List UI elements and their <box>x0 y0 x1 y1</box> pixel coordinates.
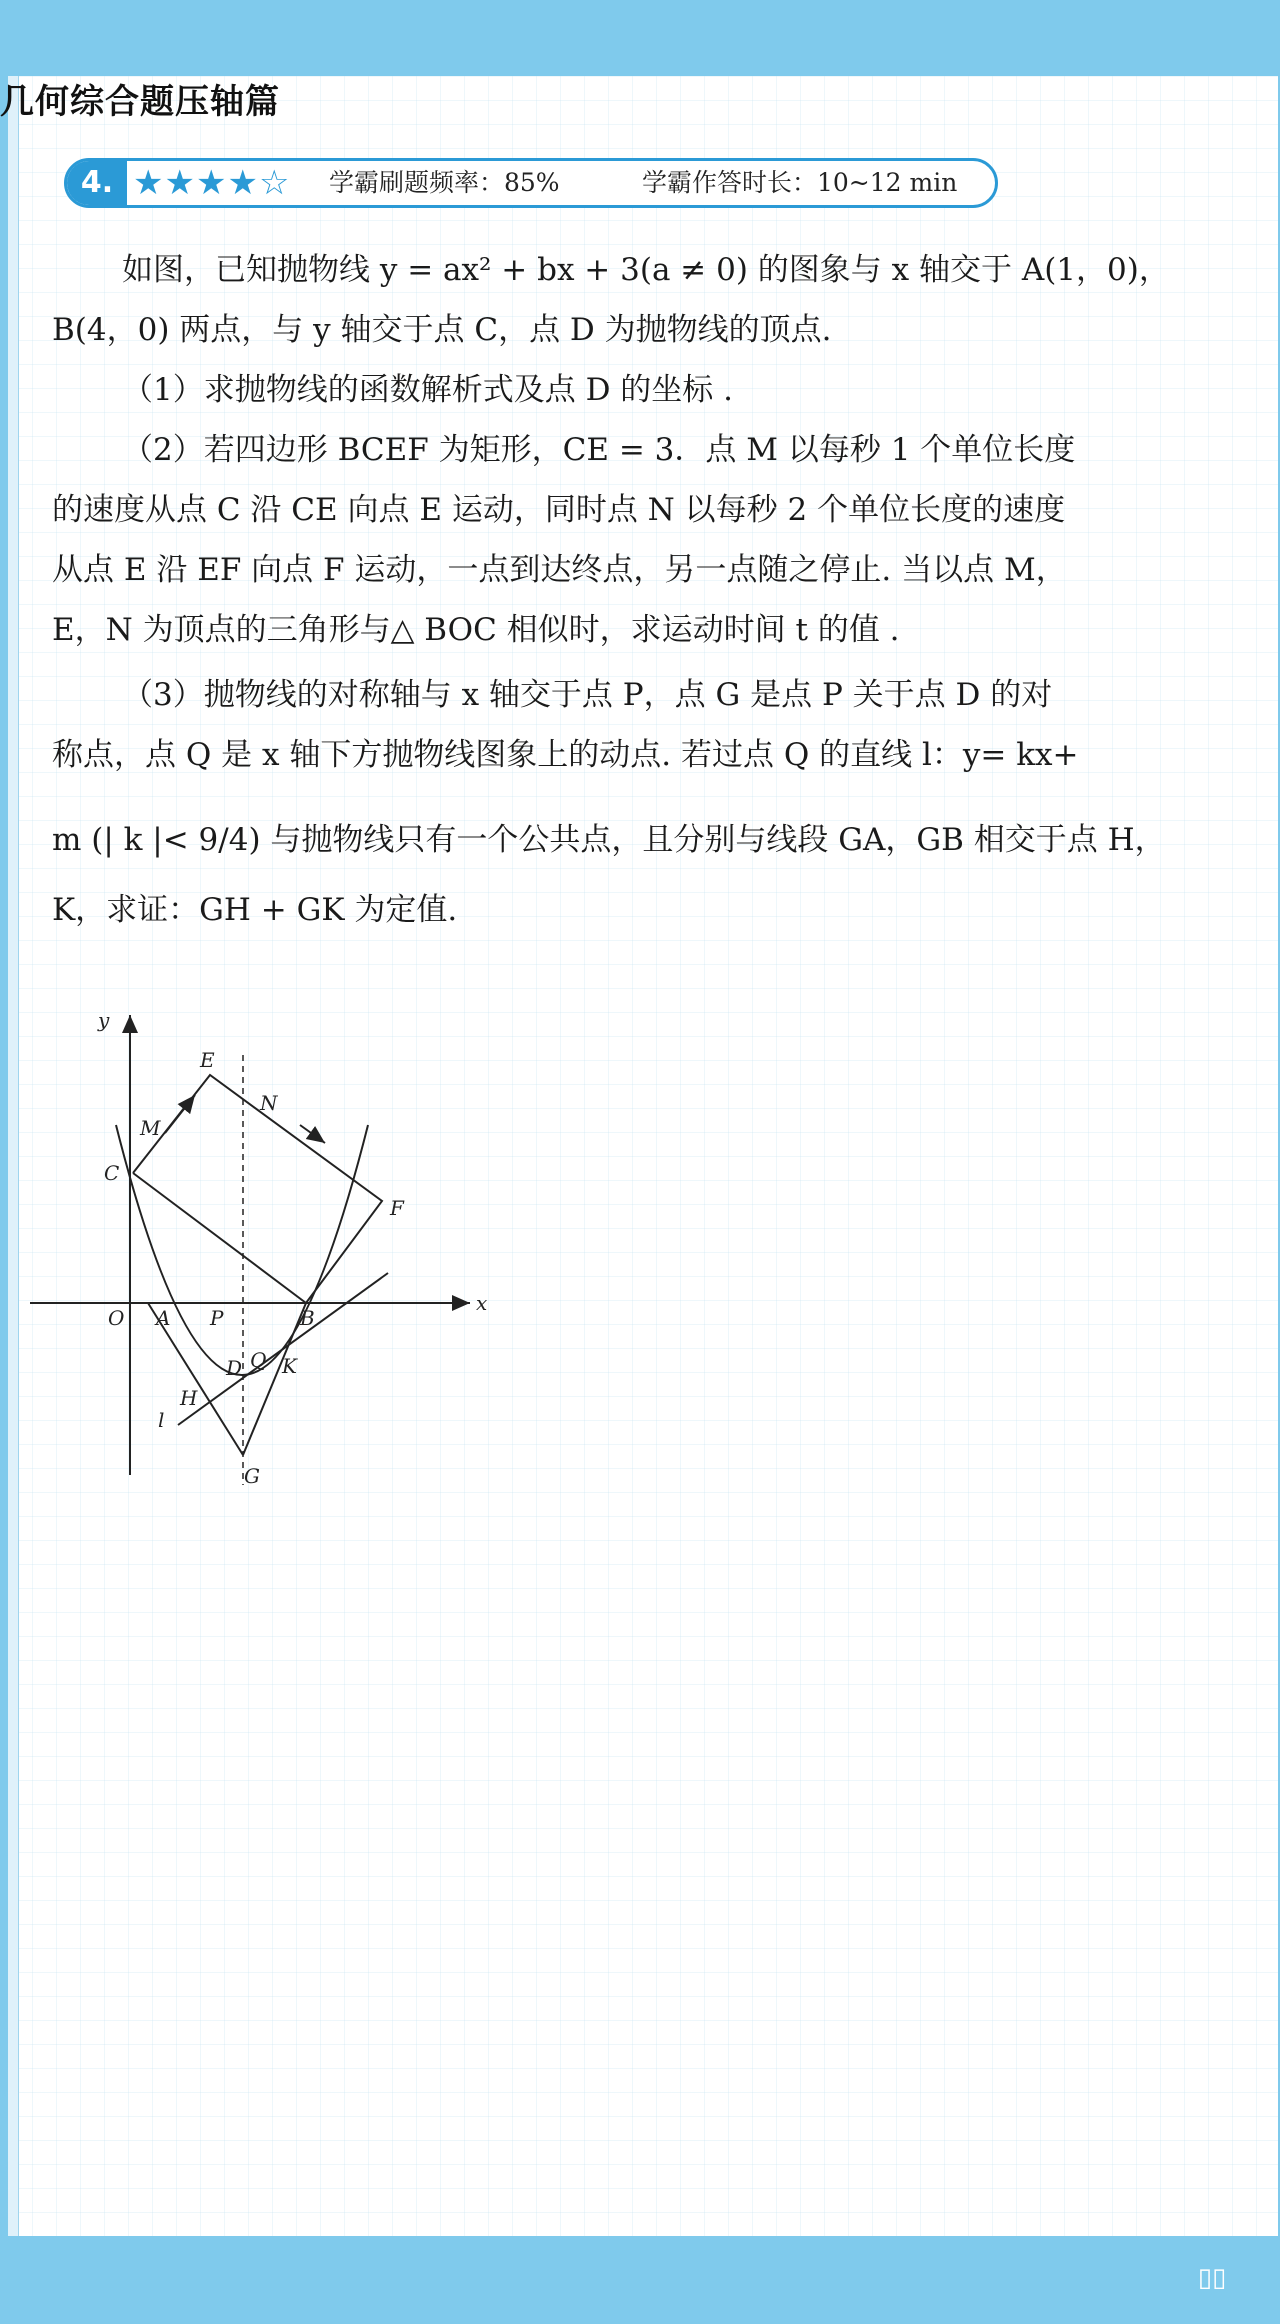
problem-line: m (| k |< 9/4) 与抛物线只有一个公共点，且分别与线段 GA，GB 相交于点 H， <box>52 822 1166 858</box>
problem-line: 称点，点 Q 是 x 轴下方抛物线图象上的动点. 若过点 Q 的直线 l：y= kx+ <box>52 737 1079 773</box>
problem-line: （2）若四边形 BCEF 为矩形，CE = 3．点 M 以每秒 1 个单位长度 <box>122 432 1076 468</box>
label-p: P <box>210 1306 224 1330</box>
problem-line: K，求证：GH + GK 为定值. <box>52 892 458 928</box>
geometry-figure <box>30 1005 500 1495</box>
problem-line: B(4，0) 两点，与 y 轴交于点 C，点 D 为抛物线的顶点. <box>52 312 832 348</box>
close-icon[interactable]: ▯▯ <box>1197 2263 1227 2293</box>
star-filled-icon: ★ <box>227 163 259 203</box>
label-h: H <box>180 1386 198 1410</box>
question-number: 4. <box>67 161 127 205</box>
arrow-m <box>165 1095 195 1133</box>
label-k: K <box>282 1354 297 1378</box>
bottom-band <box>0 2236 1280 2324</box>
star-filled-icon: ★ <box>164 163 196 203</box>
problem-line: （1）求抛物线的函数解析式及点 D 的坐标 . <box>122 372 733 408</box>
problem-line: 从点 E 沿 EF 向点 F 运动，一点到达终点，另一点随之停止. 当以点 M， <box>52 552 1067 588</box>
label-c: C <box>104 1161 120 1185</box>
label-a: A <box>156 1306 171 1330</box>
arrow-n <box>300 1125 325 1143</box>
problem-line: （3）抛物线的对称轴与 x 轴交于点 P，点 G 是点 P 关于点 D 的对 <box>122 677 1053 713</box>
label-o: O <box>108 1306 125 1330</box>
label-d: D <box>226 1356 243 1380</box>
label-g: G <box>244 1464 260 1488</box>
left-margin-rule <box>8 76 19 2236</box>
line-l <box>178 1273 388 1425</box>
section-title: 几何综合题压轴篇 <box>0 82 280 122</box>
problem-line: E，N 为顶点的三角形与△ BOC 相似时，求运动时间 t 的值 . <box>52 612 900 648</box>
label-b: B <box>300 1306 315 1330</box>
line-gb <box>243 1303 306 1455</box>
star-filled-icon: ★ <box>195 163 228 203</box>
label-e: E <box>200 1048 215 1072</box>
problem-line: 如图，已知抛物线 y = ax² + bx + 3(a ≠ 0) 的图象与 x 轴交于 A(1，0)， <box>122 252 1170 288</box>
difficulty-stars <box>133 163 290 203</box>
label-m: M <box>140 1116 161 1140</box>
question-header <box>64 158 998 208</box>
label-l: l <box>158 1408 165 1432</box>
frequency-label: 学霸刷题频率：85% <box>329 168 560 197</box>
time-label: 学霸作答时长：10~12 min <box>642 168 958 197</box>
star-filled-icon: ★ <box>133 163 165 203</box>
figure-svg <box>30 1005 500 1495</box>
label-y: y <box>98 1008 110 1032</box>
label-n: N <box>260 1091 278 1115</box>
top-band <box>0 0 1280 76</box>
star-empty-icon: ☆ <box>258 163 291 203</box>
label-f: F <box>390 1196 404 1220</box>
rectangle-bcef <box>133 1075 382 1303</box>
label-x: x <box>476 1291 488 1315</box>
label-q: Q <box>250 1348 267 1372</box>
problem-line: 的速度从点 C 沿 CE 向点 E 运动，同时点 N 以每秒 2 个单位长度的速度 <box>52 492 1066 528</box>
